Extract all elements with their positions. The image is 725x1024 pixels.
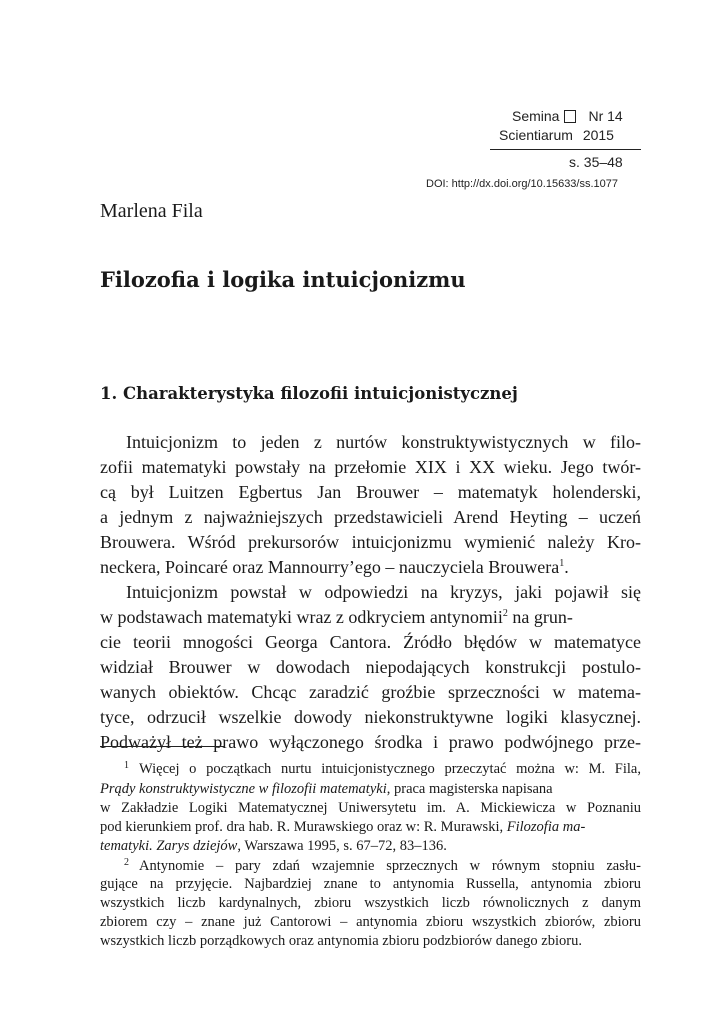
body-line: widział Brouwer w dowodach niepodających konstrukcji postulo- [100, 657, 641, 677]
footnote-text: , praca magisterska napisana [386, 781, 553, 797]
footnote-text: Więcej o początkach nurtu intuicjonistycznego przeczytać można w: M. Fila, [139, 761, 641, 777]
issue-year: 2015 [582, 127, 614, 143]
footnote-2-line: wszystkich liczb kardynalnych, zbioru wszystkich liczb równolicznych z danym [100, 895, 641, 911]
journal-name-part-2: Scientiarum [499, 127, 573, 143]
footnote-italic-text: tematyki. Zarys dziejów [100, 838, 238, 854]
article-title: Filozofia i logika intuicjonizmu [100, 267, 466, 292]
footnote-2-line: zbiorem czy – znane już Cantorowi – antynomia zbioru wszystkich zbiorów, zbioru [100, 914, 641, 930]
body-line [100, 607, 641, 628]
body-line: cie teorii mnogości Georga Cantora. Źródło błędów w matematyce [100, 632, 641, 652]
footnote-2-number: 2 [124, 857, 129, 868]
author-name: Marlena Fila [100, 200, 203, 222]
footnote-ref-2[interactable]: 2 [502, 608, 508, 619]
footnote-italic-text: Filozofia ma- [506, 819, 586, 835]
header-rule [490, 149, 641, 150]
body-line [100, 557, 641, 578]
footnote-text: pod kierunkiem prof. dra hab. R. Murawskiego oraz w: R. Murawski, [100, 819, 507, 835]
footnote-1-line [100, 838, 641, 855]
body-line: Podważył też prawo wyłączonego środka i prawo podwójnego prze- [100, 732, 641, 752]
footnote-text: Antynomie – pary zdań wzajemnie sprzecznych w równym stopniu zasłu- [139, 858, 641, 874]
body-text: neckera, Poincaré oraz Mannourry’ego – nauczyciela Brouwera [100, 557, 560, 577]
footnote-1-number: 1 [124, 760, 129, 771]
footnote-1-line [100, 781, 641, 798]
footnote-1-line: w Zakładzie Logiki Matematycznej Uniwersytetu im. A. Mickiewicza w Poznaniu [100, 800, 641, 816]
doi-link[interactable]: DOI: http://dx.doi.org/10.15633/ss.1077 [426, 178, 619, 190]
journal-name-part-1: Semina [512, 108, 560, 124]
footnote-2-line [124, 857, 641, 875]
footnote-1-line [124, 760, 641, 778]
body-text: na grun- [507, 607, 573, 627]
body-text: . [564, 557, 569, 577]
body-line: tyce, odrzucił wszelkie dowody niekonstruktywne logiki klasycznej. [100, 707, 641, 727]
footnote-1-line [100, 819, 641, 836]
page-range: s. 35–48 [569, 154, 623, 170]
footnote-ref-1[interactable]: 1 [559, 558, 565, 569]
body-line: a jednym z najważniejszych przedstawicieli Arend Heyting – uczeń [100, 507, 641, 527]
body-line: Brouwera. Wśród prekursorów intuicjonizmu wymienić należy Kro- [100, 532, 641, 552]
body-text: w podstawach matematyki wraz z odkryciem antynomii [100, 607, 503, 627]
body-line: zofii matematyki powstały na przełomie XIX i XX wieku. Jego twór- [100, 457, 641, 477]
footnote-rule [100, 746, 225, 747]
section-heading: 1. Charakterystyka filozofii intuicjonistycznej [100, 384, 518, 403]
body-line: Intuicjonizm powstał w odpowiedzi na kryzys, jaki pojawił się [126, 582, 641, 602]
footnote-2-line: wszystkich liczb porządkowych oraz antynomia zbioru podzbiorów danego zbioru. [100, 933, 582, 949]
footnote-text: , Warszawa 1995, s. 67–72, 83–136. [237, 838, 447, 854]
footnote-2-line: gujące na przyjęcie. Najbardziej znane to antynomia Russella, antynomia zbioru [100, 876, 641, 892]
journal-header-line-1 [512, 108, 623, 124]
body-line: Intuicjonizm to jeden z nurtów konstruktywistycznych w filo- [126, 432, 641, 452]
issue-number: Nr 14 [588, 108, 623, 124]
footnote-italic-text: Prądy konstruktywistyczne w filozofii matematyki [100, 781, 387, 797]
body-line: wanych obiektów. Chcąc zaradzić groźbie sprzeczności w matema- [100, 682, 641, 702]
square-icon [564, 110, 576, 123]
body-line: cą był Luitzen Egbertus Jan Brouwer – matematyk holenderski, [100, 482, 641, 502]
journal-header-line-2 [499, 127, 614, 143]
